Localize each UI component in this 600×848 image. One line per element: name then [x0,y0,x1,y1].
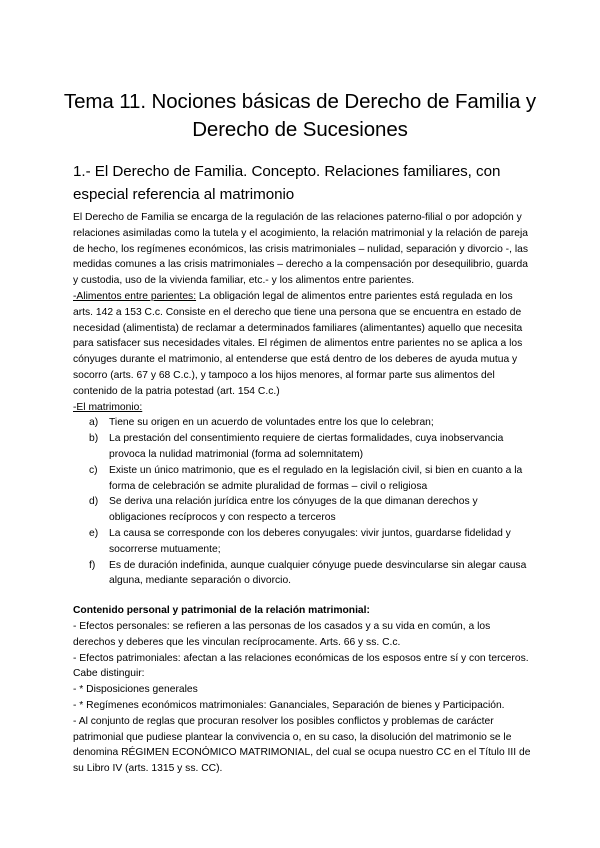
list-item-text: Tiene su origen en un acuerdo de voluntades entre los que lo celebran; [109,417,434,429]
list-marker: b) [89,433,99,445]
matrimonio-list [73,415,531,589]
list-marker: a) [89,417,99,429]
contenido-line: - Al conjunto de reglas que procuran resolver los posibles conflictos y problemas de carácter patrimonial que pudiese plantear la convivencia o, en su caso, la disolución del matrimonio se le denomina RÉGIMEN ECONÓMICO MATRIMONIAL, del cual se ocupa nuestro CC en el Título III de su Libro IV (arts. 1315 y ss. CC). [73,715,531,775]
list-marker: d) [89,496,99,508]
contenido-line: - * Regímenes económicos matrimoniales: Gananciales, Separación de bienes y Participación. [73,699,505,711]
list-marker: f) [89,559,96,571]
contenido-heading: Contenido personal y patrimonial de la relación matrimonial: [73,605,370,617]
list-item-text: La prestación del consentimiento requiere de ciertas formalidades, cuya inobservancia provoca la nulidad matrimonial (forma ad solemnitatem) [109,433,504,460]
matrimonio-label: -El matrimonio: [73,401,143,413]
contenido-line: - * Disposiciones generales [73,684,198,696]
section-heading: 1.- El Derecho de Familia. Concepto. Relaciones familiares, con especial referencia al matrimonio [73,163,501,203]
intro-paragraph: El Derecho de Familia se encarga de la regulación de las relaciones paterno-filial o por adopción y relaciones asimiladas como la tutela y el acogimiento, la relación matrimonial y la relación de pareja de hecho, los regímenes económicos, las crisis matrimoniales – nulidad, separación y divorcio -, las medidas comunes a las crisis matrimoniales – derecho a la compensación por desequilibrio, guarda y custodia, uso de la vivienda familiar, etc.- y los alimentos entre parientes. [73,212,529,287]
list-item-text: Existe un único matrimonio, que es el regulado en la legislación civil, si bien en cuanto a la forma de celebración se admite pluralidad de formas – civil o religiosa [109,464,523,492]
document-body [73,210,531,777]
alimentos-text: La obligación legal de alimentos entre parientes está regulada en los arts. 142 a 153 C.c. Consiste en el derecho que tiene una persona que se encuentra en estado de necesidad (alimentista) de reclamar a determinados familiares (alimentantes) aquello que necesita para satisfacer sus necesidades vitales. El régimen de alimentos entre parientes no se aplica a los cónyuges durante el matrimonio, al entenderse que está dentro de los deberes de ayuda mutua y socorro (arts. 67 y 68 C.c.), y tampoco a los hijos menores, al formar parte sus alimentos del contenido de la patria potestad (art. 154 C.c.) [73,290,523,397]
alimentos-paragraph [73,289,531,400]
list-item [73,431,531,463]
list-item [73,463,531,495]
spacer [73,589,531,603]
list-item [73,526,531,558]
list-item-text: Se deriva una relación jurídica entre los cónyuges de la que dimanan derechos y obligaciones recíprocos y con respecto a terceros [109,496,478,524]
list-marker: e) [89,527,99,539]
list-item-text: Es de duración indefinida, aunque cualquier cónyuge puede desvincularse sin alegar causa alguna, mediante separación o divorcio. [109,559,527,587]
list-marker: c) [89,464,98,476]
list-item [73,415,531,431]
alimentos-label: -Alimentos entre parientes: [73,290,197,302]
contenido-line: - Efectos personales: se refieren a las personas de los casados y a su vida en común, a los derechos y deberes que les vinculan recíprocamente. Arts. 66 y ss. C.c. [73,620,491,648]
contenido-line: - Efectos patrimoniales: afectan a las relaciones económicas de los esposos entre sí y con terceros. Cabe distinguir: [73,652,529,680]
list-item [73,494,531,526]
document-title: Tema 11. Nociones básicas de Derecho de Familia y Derecho de Sucesiones [63,90,537,141]
list-item [73,558,531,590]
list-item-text: La causa se corresponde con los deberes conyugales: vivir juntos, guardarse fidelidad y socorrerse mutuamente; [109,527,511,555]
